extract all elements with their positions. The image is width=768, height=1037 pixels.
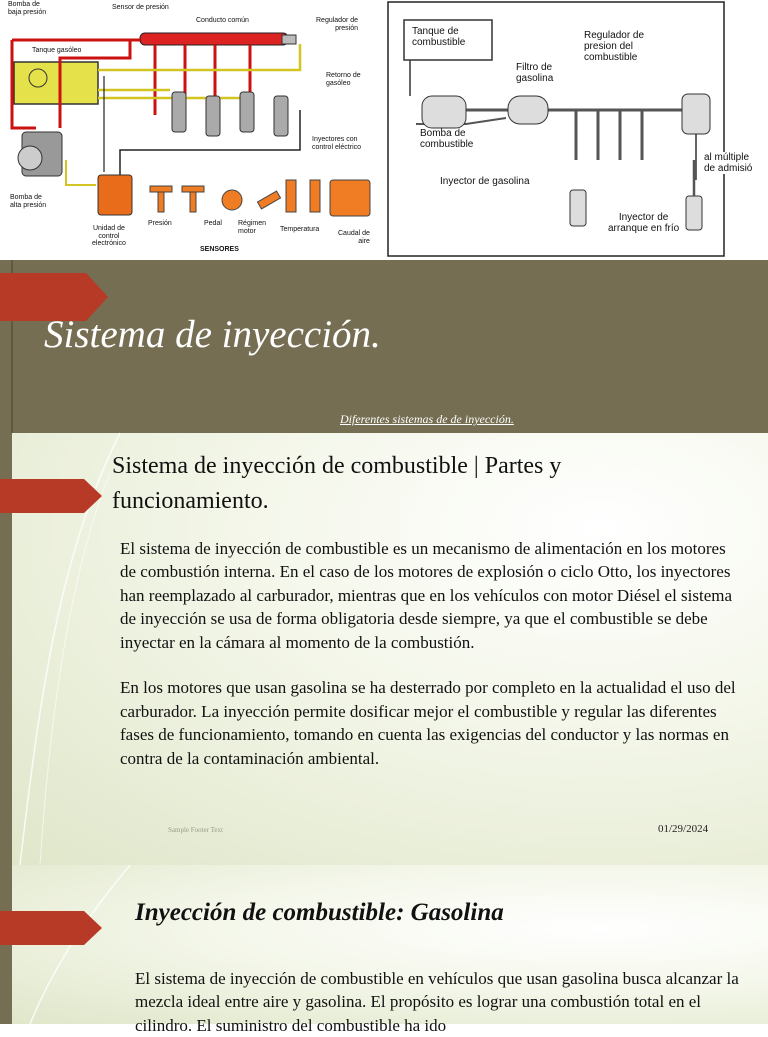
label-tanque-combustible: Tanque de combustible	[412, 26, 466, 48]
paragraph-2: En los motores que usan gasolina se ha desterrado por completo en la actualidad el uso del carburador. La inyección permite dosificar mejor el combustible y regular las diferentes fases de funcionamiento, tomando en cuenta las exigencias del conductor y las normas en contra de la contaminación ambiental.	[120, 678, 736, 768]
slide-subtitle-link[interactable]: Diferentes sistemas de de inyección.	[340, 412, 514, 426]
label-retorno: Retorno de gasóleo	[326, 72, 361, 87]
gasoline-injection-diagram	[386, 0, 768, 258]
diagram-strip	[0, 0, 768, 260]
paragraph-1: El sistema de inyección de combustible es un mecanismo de alimentación en los motores de combustión interna. En el caso de los motores de explosión o ciclo Otto, los inyectores han reemplazado al carburador, mientras que en los vehículos con motor Diésel el sistema de inyección se usa de forma obligatoria desde siempre, ya que el combustible se debe inyectar en la cámara al momento de la combustión.	[120, 539, 733, 652]
footer-text: Sample Footer Text	[168, 826, 223, 834]
title-slide	[0, 260, 768, 433]
label-unidad-control: Unidad de control electrónico	[92, 225, 126, 248]
label-regulador-presion: Regulador de presion del combustible	[584, 30, 645, 63]
label-sensor-presion: Sensor de presión	[112, 4, 169, 11]
slide-heading: Sistema de inyección de combustible | Partes y funcionamiento.	[112, 453, 562, 514]
content-slide-partes	[0, 433, 768, 865]
label-conducto-comun: Conducto común	[196, 17, 249, 24]
label-presion: Presión	[148, 220, 172, 227]
label-bomba-combustible: Bomba de combustible	[420, 128, 474, 150]
slide-body	[120, 537, 742, 792]
label-multiple-admision: al múltiple de admisió	[704, 152, 753, 174]
label-bomba-baja: Bomba de baja presión	[8, 1, 47, 16]
label-bomba-alta: Bomba de alta presión	[10, 194, 47, 209]
accent-chevron	[0, 911, 102, 945]
slide-title: Sistema de inyección.	[44, 313, 381, 356]
label-caudal: Caudal de aire	[338, 230, 370, 245]
accent-chevron	[0, 479, 102, 513]
label-inyector-gasolina: Inyector de gasolina	[440, 176, 530, 187]
label-regimen: Régimen motor	[238, 220, 267, 235]
common-rail-diagram	[0, 0, 382, 258]
slide-heading: Inyección de combustible: Gasolina	[135, 899, 504, 926]
common-rail-drawing	[0, 0, 382, 258]
label-temperatura: Temperatura	[280, 226, 320, 233]
content-slide-gasolina	[0, 865, 768, 1035]
label-filtro: Filtro de gasolina	[516, 62, 554, 84]
label-inyectores: Inyectores con control eléctrico	[312, 136, 362, 151]
footer-date: 01/29/2024	[658, 823, 709, 835]
slide-body: El sistema de inyección de combustible en vehículos que usan gasolina busca alcanzar la mezcla ideal entre aire y gasolina. El propósito es lograr una combustión total en el cilindro. El suministro del combustible ha ido	[135, 969, 739, 1035]
label-sensores: SENSORES	[200, 246, 239, 253]
label-regulador: Regulador de presión	[316, 17, 359, 32]
label-pedal: Pedal	[204, 220, 222, 227]
label-inyector-arranque: Inyector de arranque en frío	[608, 212, 680, 234]
label-tanque: Tanque gasóleo	[32, 47, 82, 54]
